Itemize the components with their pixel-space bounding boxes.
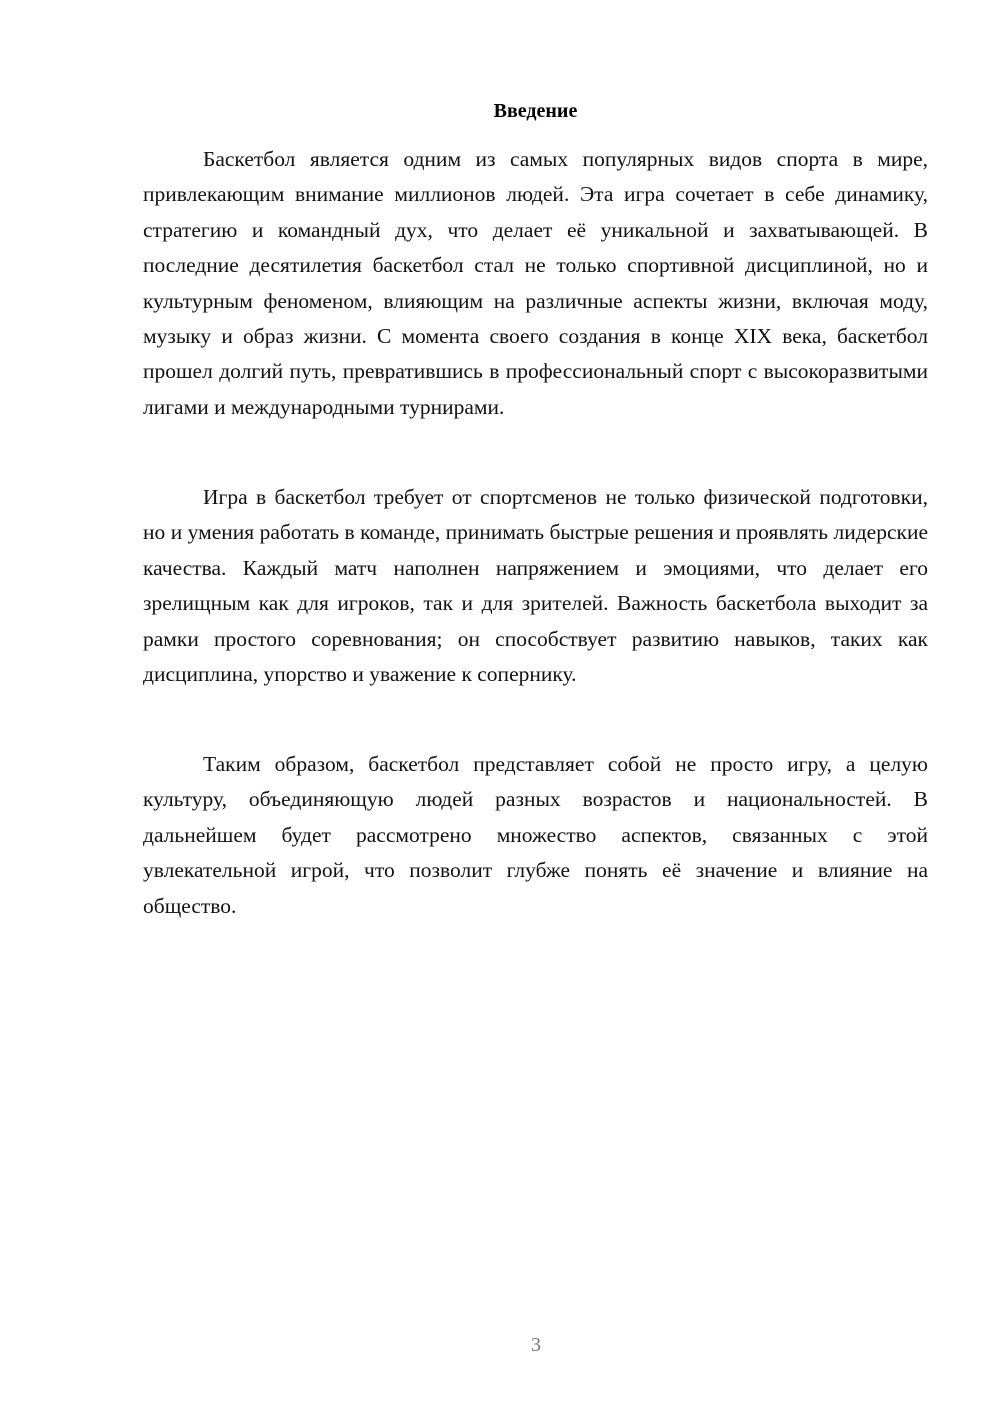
section-title: Введение — [493, 100, 578, 122]
paragraph-2: Игра в баскетбол требует от спортсменов не только физической подготовки, но и умения работать в команде, принимать быстрые решения и проявлять лидерские качества. Каждый матч наполнен напряжением и эмоциями, что делает его зрелищным как для игроков, так и для зрителей. Важность баскетбола выходит за рамки простого соревнования; он способствует развитию навыков, таких как дисциплина, упорство и уважение к сопернику. — [143, 485, 928, 687]
page-number: 3 — [531, 1334, 541, 1356]
paragraph-3: Таким образом, баскетбол представляет собой не просто игру, а целую культуру, объединяющую людей разных возрастов и национальностей. В дальнейшем будет рассмотрено множество аспектов, связанных с этой увлекательной игрой, что позволит глубже понять её значение и влияние на общество. — [143, 752, 928, 918]
paragraph-1: Баскетбол является одним из самых популярных видов спорта в мире, привлекающим внимание миллионов людей. Эта игра сочетает в себе динамику, стратегию и командный дух, что делает её уникальной и захватывающей. В последние десятилетия баскетбол стал не только спортивной дисциплиной, но и культурным феноменом, влияющим на различные аспекты жизни, включая моду, музыку и образ жизни. С момента своего создания в конце XIX века, баскетбол прошел долгий путь, превратившись в профессиональный спорт с высокоразвитыми лигами и международными турнирами. — [143, 147, 928, 419]
